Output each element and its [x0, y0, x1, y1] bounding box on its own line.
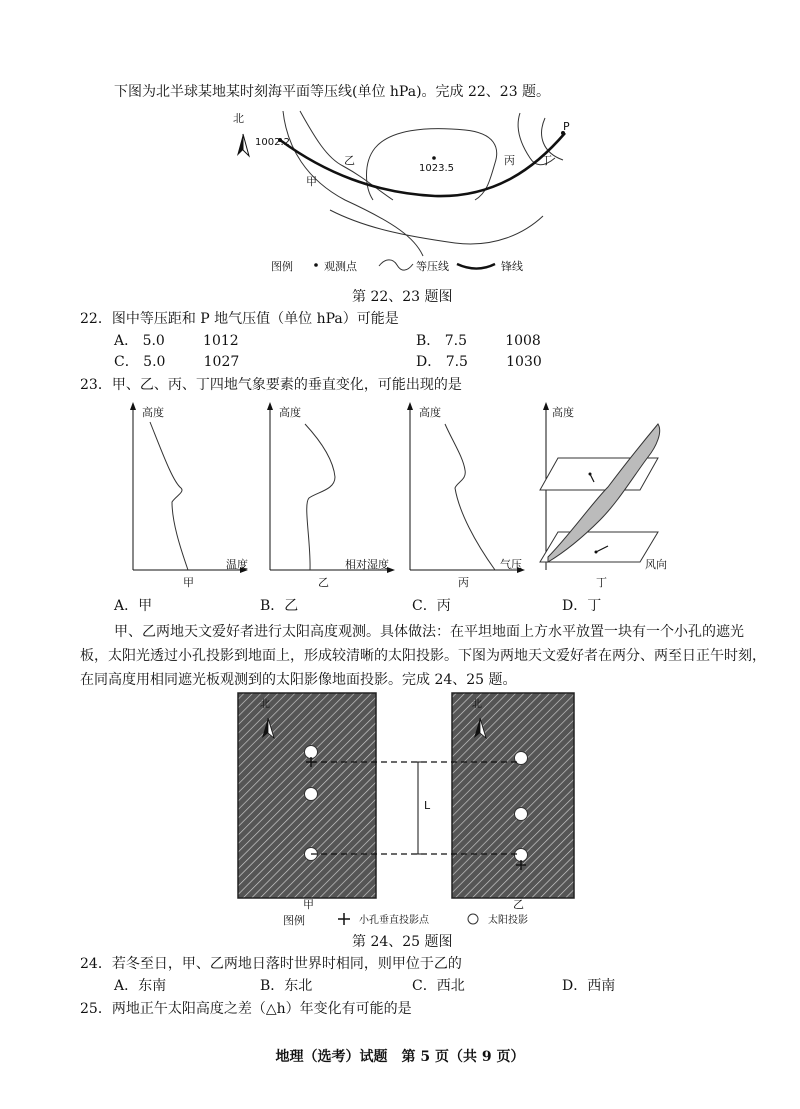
option-value-1: 5.0 — [142, 333, 165, 349]
intro-text-2: 甲、乙两地天文爱好者进行太阳高度观测。具体做法：在平坦地面上方水平放置一块有一个小孔的遮光板，太阳光透过小孔投影到地面上，形成较清晰的太阳投影。下图为两地天文爱好者在两分、两至日正午时刻，在同高度用相同遮光板观测到的太阳影像地面投影。完成 24、25 题。 — [80, 624, 766, 688]
graph-yi-ylabel: 高度 — [279, 406, 301, 419]
option-value-2: 1012 — [203, 333, 239, 349]
option-value-2: 1008 — [505, 333, 541, 349]
map2-north-left: 北 — [260, 699, 270, 710]
map1-label-bing: 丙 — [504, 154, 515, 167]
graph-ding-xlabel: 风向 — [645, 558, 667, 571]
option-value-2: 1030 — [506, 354, 542, 370]
graph-jia-ylabel: 高度 — [142, 406, 164, 419]
legend2-sun: 太阳投影 — [488, 915, 528, 926]
hole-point-icon — [337, 912, 351, 926]
q22-option-d[interactable] — [416, 353, 542, 371]
option-letter: D． — [416, 354, 442, 370]
panel-yi — [452, 693, 574, 898]
q23-option-b[interactable]: B．乙 — [260, 598, 299, 614]
legend-title: 图例 — [271, 260, 293, 273]
sun-projection — [515, 808, 528, 821]
option-letter: C． — [114, 354, 139, 370]
graph-bing — [405, 402, 525, 577]
graph-jia — [128, 402, 248, 577]
question-23-stem: 23．甲、乙、丙、丁四地气象要素的垂直变化，可能出现的是 — [80, 377, 462, 393]
legend-isobar: 等压线 — [416, 260, 449, 273]
legend2-title: 图例 — [283, 914, 305, 927]
option-value-2: 1027 — [203, 354, 240, 370]
map2-label-yi: 乙 — [513, 898, 524, 911]
q22-option-c[interactable] — [114, 353, 239, 371]
map1-label-yi: 乙 — [344, 154, 355, 167]
sun-projection-icon — [466, 912, 480, 926]
option-letter: B． — [416, 333, 441, 349]
map2-label-jia: 甲 — [303, 898, 314, 911]
map1-value-center: 1023.5 — [419, 163, 454, 174]
option-value-1: 5.0 — [143, 354, 166, 370]
graph-bing-ylabel: 高度 — [419, 406, 441, 419]
q24-option-c[interactable]: C．西北 — [412, 978, 465, 994]
question-24-stem: 24．若冬至日，甲、乙两地日落时世界时相同，则甲位于乙的 — [80, 956, 462, 972]
legend-station: 观测点 — [324, 260, 357, 273]
north-arrow-icon — [237, 134, 249, 156]
sun-projection — [305, 746, 318, 759]
map1-value-left: 1002.2 — [255, 137, 290, 148]
map2-label-l: L — [424, 799, 431, 812]
map1-label-jia: 甲 — [306, 175, 317, 188]
graph-yi-xlabel: 相对湿度 — [345, 558, 389, 571]
option-value-1: 7.5 — [445, 354, 468, 370]
q24-option-a[interactable]: A．东南 — [114, 978, 167, 994]
map1-north-label: 北 — [233, 112, 244, 125]
question-22-stem: 22．图中等压距和 P 地气压值（单位 hPa）可能是 — [80, 311, 399, 327]
q23-option-c[interactable]: C．丙 — [412, 598, 451, 614]
graph-yi — [265, 402, 395, 577]
graph-ding — [538, 402, 678, 577]
page-footer: 地理（选考）试题 第 5 页（共 9 页） — [275, 1049, 525, 1065]
q23-option-d[interactable]: D．丁 — [562, 598, 602, 614]
figure-caption-2: 第 24、25 题图 — [352, 934, 453, 950]
sun-projection — [515, 849, 528, 862]
graph-ding-ylabel: 高度 — [552, 406, 574, 419]
map1-label-p: P — [563, 120, 570, 133]
graph-yi-name: 乙 — [318, 576, 329, 589]
q22-option-b[interactable] — [416, 332, 541, 350]
q23-option-a[interactable]: A．甲 — [114, 598, 153, 614]
option-value-1: 7.5 — [444, 333, 468, 349]
graph-bing-xlabel: 气压 — [500, 558, 522, 571]
intro-text-1: 下图为北半球某地某时刻海平面等压线(单位 hPa)。完成 22、23 题。 — [114, 84, 551, 100]
figure-caption-1: 第 22、23 题图 — [352, 289, 453, 305]
question-25-stem: 25．两地正午太阳高度之差（△h）年变化有可能的是 — [80, 1001, 412, 1017]
graph-jia-xlabel: 温度 — [226, 558, 248, 571]
option-letter: A． — [114, 333, 139, 349]
graph-jia-name: 甲 — [183, 576, 194, 589]
graph-bing-name: 丙 — [458, 576, 469, 589]
legend-front: 锋线 — [501, 260, 523, 273]
q22-option-a[interactable] — [114, 332, 239, 350]
sun-projection — [305, 788, 318, 801]
legend2-hole: 小孔垂直投影点 — [359, 915, 429, 926]
map1-label-ding: 丁 — [541, 154, 552, 167]
map2-north-right: 北 — [472, 699, 482, 710]
graph-ding-name: 丁 — [596, 576, 607, 589]
q24-option-b[interactable]: B．东北 — [260, 978, 313, 994]
q24-option-d[interactable]: D．西南 — [562, 978, 616, 994]
sun-projection-figure — [230, 690, 580, 900]
